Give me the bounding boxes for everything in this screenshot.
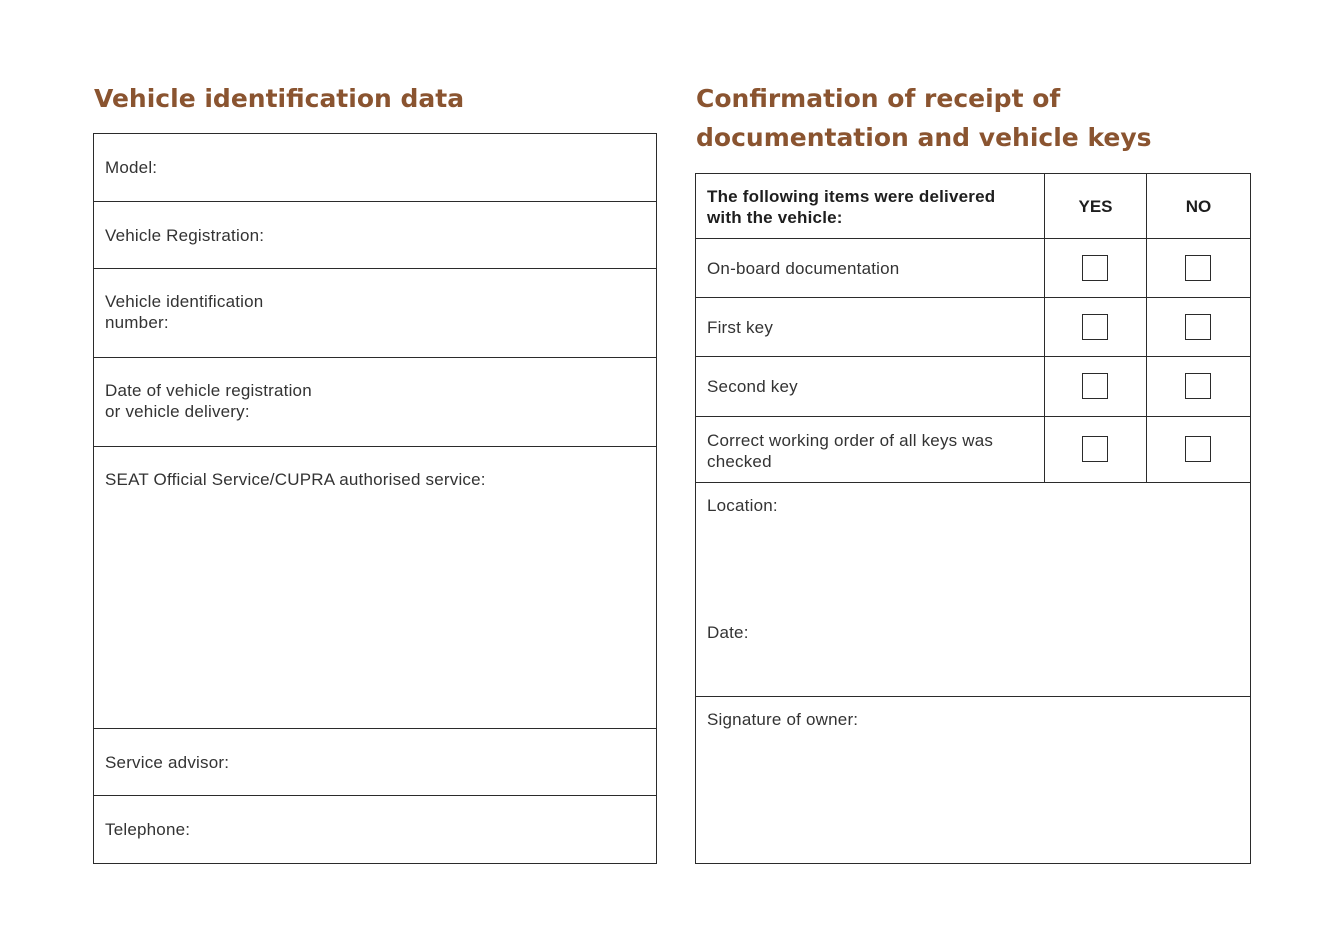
keys-checked-label-line2: checked [707,452,772,471]
keys-checked-label [707,430,993,472]
onboard-documentation-yes-checkbox[interactable] [1082,255,1108,281]
receipt-confirmation-title [696,79,1256,157]
keys-checked-yes-checkbox[interactable] [1082,436,1108,462]
second-key-no-checkbox[interactable] [1185,373,1211,399]
receipt-confirmation-title-line1: Confirmation of receipt of [696,84,1061,113]
first-key-yes-checkbox[interactable] [1082,314,1108,340]
table-header-row [696,174,1250,239]
owner-signature-label: Signature of owner: [707,710,859,729]
delivered-items-header [707,186,995,228]
receipt-confirmation-title-line2: documentation and vehicle keys [696,123,1152,152]
date-label: Date: [707,623,749,642]
registration-date-label [105,380,312,422]
registration-date-label-line2: or vehicle delivery: [105,402,250,421]
first-key-no-checkbox[interactable] [1185,314,1211,340]
table-row [696,298,1250,357]
location-label: Location: [707,496,778,515]
owner-signature-field[interactable] [696,697,1250,863]
vehicle-registration-field[interactable] [94,202,656,269]
keys-checked-label-line1: Correct working order of all keys was [707,431,994,450]
onboard-documentation-label: On-board documentation [707,258,900,278]
authorised-service-field[interactable] [94,447,656,729]
telephone-label: Telephone: [105,820,191,839]
model-field[interactable] [94,134,656,202]
table-row [696,357,1250,417]
telephone-field[interactable] [94,796,656,863]
vin-label [105,291,263,333]
registration-date-label-line1: Date of vehicle registration [105,381,312,400]
first-key-label: First key [707,317,774,337]
vin-label-line1: Vehicle identification [105,292,264,311]
receipt-confirmation-form [695,173,1251,864]
vin-label-line2: number: [105,313,169,332]
onboard-documentation-no-checkbox[interactable] [1185,255,1211,281]
service-advisor-field[interactable] [94,729,656,796]
authorised-service-label: SEAT Official Service/CUPRA authorised service: [105,470,486,489]
no-column-header: NO [1185,196,1212,216]
vehicle-identification-form [93,133,657,864]
vehicle-registration-label: Vehicle Registration: [105,225,265,245]
delivered-items-header-line2: with the vehicle: [707,208,843,227]
delivered-items-header-line1: The following items were delivered [707,187,996,206]
table-row [696,417,1250,483]
yes-column-header: YES [1078,196,1113,216]
keys-checked-no-checkbox[interactable] [1185,436,1211,462]
table-row [696,239,1250,298]
registration-date-field[interactable] [94,358,656,447]
service-advisor-label: Service advisor: [105,752,230,772]
second-key-yes-checkbox[interactable] [1082,373,1108,399]
location-date-field[interactable] [696,483,1250,697]
model-label: Model: [105,158,158,177]
vin-field[interactable] [94,269,656,358]
second-key-label: Second key [707,377,798,396]
vehicle-identification-title: Vehicle identification data [94,84,465,113]
